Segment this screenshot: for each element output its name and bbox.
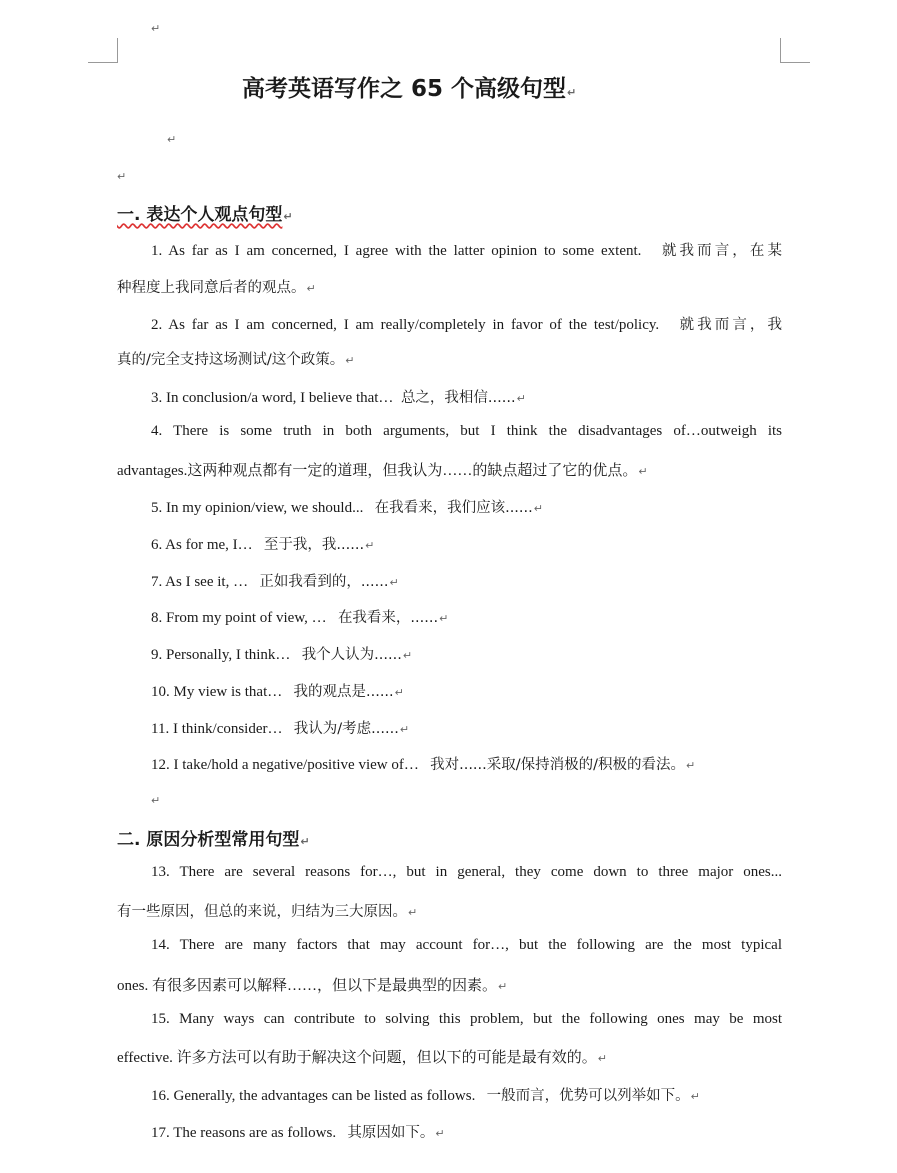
corner-crop-mark-icon <box>780 62 810 63</box>
sentence-line[interactable]: 1. As far as I am concerned, I agree with the latter opinion to some extent. 就我而言，在某 <box>151 243 782 259</box>
sentence-line[interactable]: 8. From my point of view, … 在我看来，......↵ <box>151 610 449 626</box>
sentence-line[interactable]: 10. My view is that… 我的观点是......↵ <box>151 684 404 700</box>
sentence-line[interactable]: 2. As far as I am concerned, I am really/completely in favor of the test/policy. 就我而言，我 <box>151 317 783 333</box>
paragraph-mark-icon: ↵ <box>117 170 127 183</box>
section-heading[interactable]: 二. 原因分析型常用句型↵ <box>117 830 310 850</box>
sentence-line[interactable]: 有一些原因，但总的来说，归结为三大原因。↵ <box>117 904 418 920</box>
paragraph-mark-icon: ↵ <box>394 686 404 699</box>
paragraph-mark-icon: ↵ <box>306 282 316 295</box>
paragraph-mark-icon: ↵ <box>516 392 526 405</box>
document-title[interactable]: 高考英语写作之 65 个高级句型↵ <box>242 76 577 102</box>
sentence-line[interactable]: 6. As for me, I… 至于我，我......↵ <box>151 537 375 553</box>
sentence-line[interactable]: 11. I think/consider… 我认为/考虑......↵ <box>151 721 410 737</box>
paragraph-mark-icon: ↵ <box>638 465 648 478</box>
paragraph-mark-icon: ↵ <box>345 354 355 367</box>
paragraph-mark-icon: ↵ <box>690 1090 700 1103</box>
paragraph-mark-icon: ↵ <box>597 1052 607 1065</box>
sentence-line[interactable]: 真的/完全支持这场测试/这个政策。↵ <box>117 352 355 368</box>
section-heading[interactable]: 一. 表达个人观点句型↵ <box>117 205 293 225</box>
paragraph-mark-icon: ↵ <box>300 835 310 848</box>
sentence-line[interactable]: 13. There are several reasons for…, but in general, they come down to three major ones... <box>151 864 782 880</box>
paragraph-mark-icon: ↵ <box>283 210 293 223</box>
sentence-line[interactable]: 17. The reasons are as follows. 其原因如下。↵ <box>151 1125 445 1141</box>
paragraph-mark-icon: ↵ <box>498 980 508 993</box>
paragraph-mark-icon: ↵ <box>151 22 161 35</box>
sentence-line[interactable]: 12. I take/hold a negative/positive view of… 我对......采取/保持消极的/积极的看法。↵ <box>151 757 696 773</box>
paragraph-mark-icon: ↵ <box>567 86 577 99</box>
sentence-line[interactable]: 4. There is some truth in both arguments, but I think the disadvantages of…outweigh its <box>151 423 782 439</box>
paragraph-mark-icon: ↵ <box>151 794 161 807</box>
sentence-line[interactable]: advantages.这两种观点都有一定的道理，但我认为……的缺点超过了它的优点。↵ <box>117 463 648 479</box>
sentence-line[interactable]: 种程度上我同意后者的观点。↵ <box>117 280 316 296</box>
paragraph-mark-icon: ↵ <box>408 906 418 919</box>
corner-crop-mark-icon <box>88 62 118 63</box>
corner-crop-mark-icon <box>780 38 781 63</box>
paragraph-mark-icon: ↵ <box>402 649 413 662</box>
sentence-line[interactable]: 5. In my opinion/view, we should... 在我看来，我们应该......↵ <box>151 500 543 516</box>
sentence-line[interactable]: 16. Generally, the advantages can be listed as follows. 一般而言，优势可以列举如下。↵ <box>151 1088 700 1104</box>
paragraph-mark-icon: ↵ <box>389 576 399 589</box>
paragraph-mark-icon: ↵ <box>435 1127 445 1140</box>
sentence-line[interactable]: 15. Many ways can contribute to solving this problem, but the following ones may be most <box>151 1011 782 1027</box>
sentence-line[interactable]: 7. As I see it, … 正如我看到的，......↵ <box>151 574 399 590</box>
sentence-line[interactable]: 3. In conclusion/a word, I believe that… 总之，我相信......↵ <box>151 390 526 406</box>
sentence-line[interactable]: 9. Personally, I think… 我个人认为......↵ <box>151 647 413 663</box>
paragraph-mark-icon: ↵ <box>533 502 543 515</box>
paragraph-mark-icon: ↵ <box>167 133 177 146</box>
sentence-line[interactable]: ones. 有很多因素可以解释……，但以下是最典型的因素。↵ <box>117 978 508 994</box>
corner-crop-mark-icon <box>117 38 118 63</box>
paragraph-mark-icon: ↵ <box>686 759 696 772</box>
sentence-line[interactable]: effective. 许多方法可以有助于解决这个问题，但以下的可能是最有效的。↵ <box>117 1050 607 1066</box>
paragraph-mark-icon: ↵ <box>399 723 410 736</box>
paragraph-mark-icon: ↵ <box>439 612 449 625</box>
sentence-line[interactable]: 14. There are many factors that may account for…, but the following are the most typical <box>151 937 782 953</box>
paragraph-mark-icon: ↵ <box>365 539 375 552</box>
